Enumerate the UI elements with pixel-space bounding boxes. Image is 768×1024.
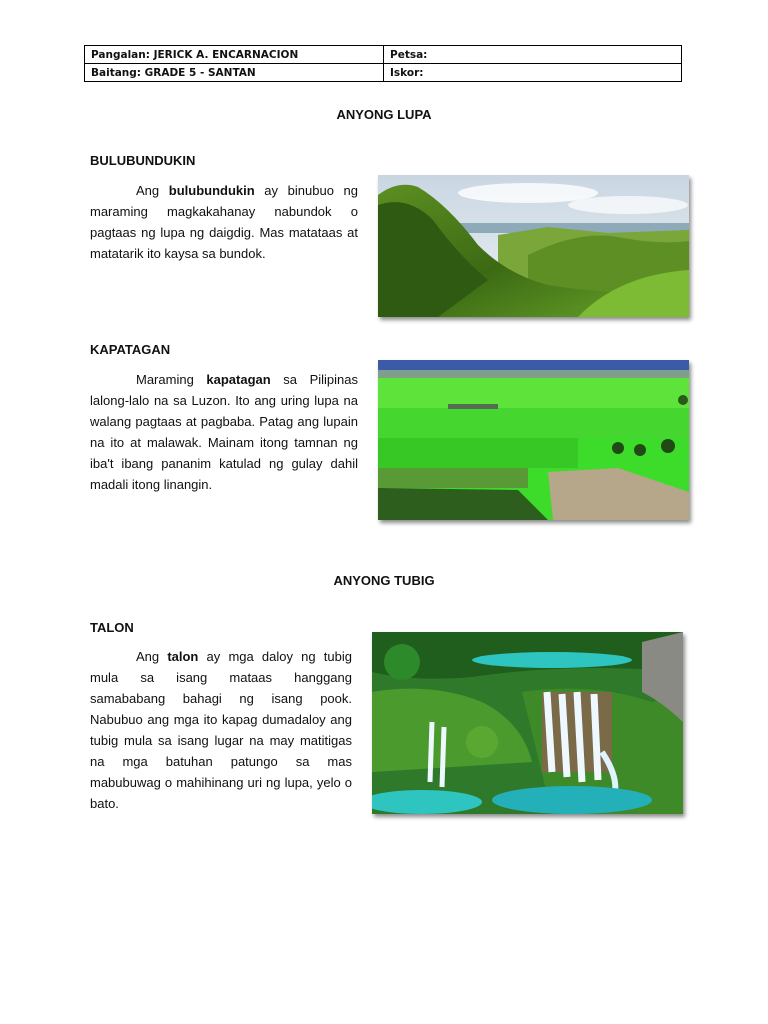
score-field: Iskor: <box>384 64 682 82</box>
grade-section: Baitang: GRADE 5 - SANTAN <box>85 64 384 82</box>
paragraph-kapatagan <box>90 369 358 495</box>
heading-bulubundukin: BULUBUNDUKIN <box>90 153 196 168</box>
waterfall-photo <box>372 632 683 814</box>
para-lead: Maraming <box>136 372 207 387</box>
para-lead: Ang <box>136 183 169 198</box>
date-field: Petsa: <box>384 46 682 64</box>
student-name: Pangalan: JERICK A. ENCARNACION <box>85 46 384 64</box>
plains-field-photo <box>378 360 689 520</box>
para-lead: Ang <box>136 649 168 664</box>
para-text: ay binubuo ng maraming magkakahanay nabundok o pagtaas ng lupa ng daigdig. Mas matataas at matatarik ito kaysa sa bundok. <box>90 183 359 261</box>
heading-talon: TALON <box>90 620 134 635</box>
student-info-table <box>84 45 682 82</box>
section-title-anyong-lupa: ANYONG LUPA <box>336 107 432 122</box>
paragraph-bulubundukin <box>90 180 358 264</box>
term-bulubundukin: bulubundukin <box>168 183 255 198</box>
para-text: sa Pilipinas lalong-lalo na sa Luzon. Ito ang uring lupa na walang pagtaas at pagbaba. Patag ang lupain na ito at malawak. Mainam itong tamnan ng iba't ibang pananim katulad ng gulay dahil madali itong linangin. <box>90 372 358 492</box>
mountain-range-photo <box>378 175 689 317</box>
para-text: ay mga daloy ng tubig mula sa isang mataas hanggang samababang bahagi ng isang pook. Nabubuo ang mga ito kapag dumadaloy ang tubig mula sa isang lugar na may matitigas na mga batuhan patungo sa mas mabubuwag o mahihinang uri ng lupa, yelo o bato. <box>90 649 352 811</box>
heading-kapatagan: KAPATAGAN <box>90 342 171 357</box>
term-talon: talon <box>167 649 199 664</box>
section-title-anyong-tubig: ANYONG TUBIG <box>333 573 435 588</box>
term-kapatagan: kapatagan <box>206 372 271 387</box>
paragraph-talon <box>90 646 352 814</box>
